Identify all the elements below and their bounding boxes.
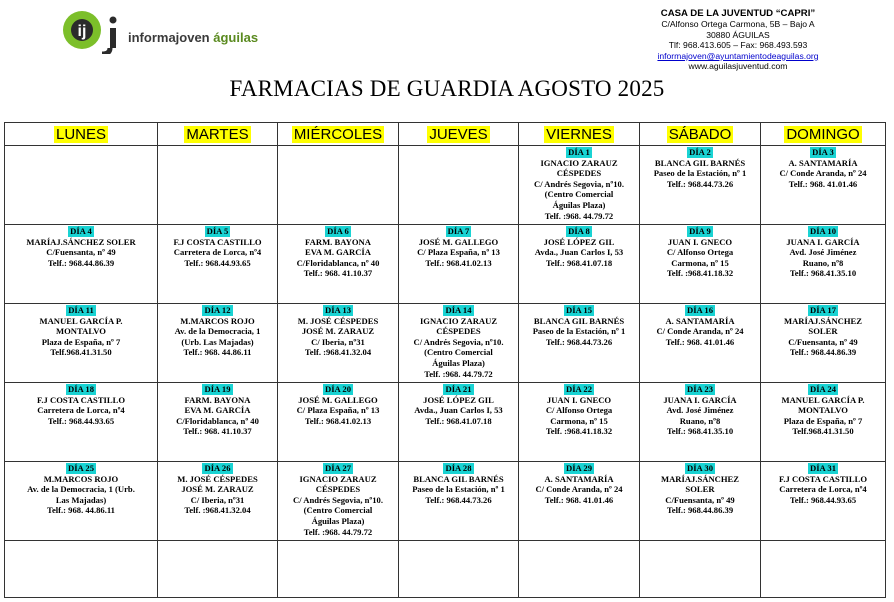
pharmacy-detail: C/ Andrés Segovia, nº10. [534,178,624,189]
pharmacy-detail: Avd. José Jiménez [666,405,734,416]
pharmacy-detail: Telf.: 968.44.73.26 [545,336,613,347]
pharmacy-detail: MONTALVO [56,326,106,337]
pharmacy-detail: C/ Plaza España, nº 13 [296,405,380,416]
logo-ij-mark-icon [62,8,126,54]
pharmacy-name: BLANCA GIL BARNÉS [533,315,625,326]
day-cell [158,383,278,462]
day-number: DÍA 18 [67,384,95,394]
pharmacy-detail: Telf.: 968. 41.01.46 [788,178,858,189]
day-cell [399,383,519,462]
weekday-header [158,123,278,146]
pharmacy-detail: SOLER [808,326,838,337]
weekday-header [640,123,761,146]
weekday-label: JUEVES [429,125,488,143]
weekday-header [5,123,158,146]
pharmacy-detail: C/ Plaza España, nº 13 [417,247,500,258]
pharmacy-name: A. SANTAMARÍA [665,315,735,326]
pharmacy-detail: C/ Alfonso Ortega [545,405,613,416]
pharmacy-detail: Telf.: 968.41.02.13 [304,415,372,426]
day-cell [5,462,158,541]
pharmacy-name: JUAN I. GNECO [667,236,733,247]
pharmacy-detail: C/ Iberia, nº31 [311,336,365,347]
day-cell [5,304,158,383]
pharmacy-detail: Telf. :968.41.32.04 [184,505,251,516]
empty-day-cell [158,541,278,598]
day-cell [519,225,640,304]
pharmacy-detail: Telf.: 968.44.73.26 [425,494,492,505]
pharmacy-detail: Telf.: 968.41.02.13 [425,257,492,268]
pharmacy-name: BLANCA GIL BARNÉS [413,473,504,484]
day-number: DÍA 21 [445,384,472,394]
day-number: DÍA 5 [206,226,229,236]
day-cell [278,225,399,304]
pharmacy-name: M.MARCOS ROJO [180,315,255,326]
pharmacy-name: A. SANTAMARÍA [788,157,858,168]
day-cell [278,462,399,541]
day-number: DÍA 7 [447,226,470,236]
pharmacy-detail: Av. de la Democracia, 1 (Urb. [27,484,135,495]
day-cell [519,146,640,225]
logo-brand: informajoven [128,30,210,45]
pharmacy-detail: MONTALVO [798,405,848,416]
pharmacy-detail: Telf. :968.41.18.32 [666,268,734,279]
pharmacy-detail: Águilas Plaza) [311,515,365,526]
contact-email-link[interactable]: informajoven@ayuntamientodeaguilas.org [657,50,819,61]
day-cell [640,304,761,383]
week-row [5,225,886,304]
pharmacy-detail: Telf.: 968. 41.10.37 [183,426,252,437]
day-cell [761,225,886,304]
pharmacy-name: JOSÉ M. GALLEGO [418,236,499,247]
pharmacy-detail: (Centro Comercial [303,505,373,516]
pharmacy-detail: C/Fuensanta, nº 49 [665,494,735,505]
day-number: DÍA 13 [324,305,352,315]
day-cell [278,304,399,383]
pharmacy-detail: Carmona, nº 15 [671,257,729,268]
day-cell [158,304,278,383]
pharmacy-detail: Telf.: 968.44.73.26 [666,178,734,189]
pharmacy-name: M. JOSÉ CÉSPEDES [297,315,379,326]
day-cell [399,225,519,304]
pharmacy-detail: Avd. José Jiménez [789,247,857,258]
day-cell [5,225,158,304]
pharmacy-detail: Las Majadas) [55,494,107,505]
logo-accent: águilas [213,30,259,45]
pharmacy-detail: Telf.: 968.44.86.39 [47,257,115,268]
day-number: DÍA 15 [565,305,593,315]
empty-day-cell [640,541,761,598]
pharmacy-detail: C/ Alfonso Ortega [666,247,734,258]
day-number: DÍA 19 [204,384,231,394]
day-cell [158,225,278,304]
day-number: DÍA 25 [67,463,95,473]
pharmacy-detail: Telf.: 968.44.86.39 [666,505,734,516]
day-number: DÍA 8 [568,226,590,236]
pharmacy-name: IGNACIO ZARAUZ [299,473,377,484]
pharmacy-detail: C/ Conde Aranda, nº 24 [656,326,744,337]
day-cell [640,383,761,462]
day-number: DÍA 23 [686,384,714,394]
pharmacy-detail: C/Fuensanta, nº 49 [46,247,116,258]
day-number: DÍA 28 [445,463,472,473]
contact-phone-fax: Tlf: 968.413.605 – Fax: 968.493.593 [668,40,808,51]
pharmacy-detail: C/Fuensanta, nº 49 [788,336,858,347]
day-number: DÍA 31 [809,463,837,473]
pharmacy-name: M.MARCOS ROJO [43,473,119,484]
pharmacy-detail: CÉSPEDES [436,326,481,337]
pharmacy-name: MARÍAJ.SÁNCHEZ [660,473,740,484]
pharmacy-name: JOSÉ M. GALLEGO [298,394,378,405]
empty-day-cell [5,541,158,598]
pharmacy-detail: Telf.: 968.41.35.10 [666,426,734,437]
pharmacy-name: JUANA I. GARCÍA [663,394,737,405]
weekday-label: DOMINGO [786,125,860,143]
pharmacy-detail: EVA M. GARCÍA [184,405,251,416]
contact-address: C/Alfonso Ortega Carmona, 5B – Bajo A [661,19,815,29]
pharmacy-detail: (Centro Comercial [424,347,493,358]
empty-day-cell [278,541,399,598]
pharmacy-detail: Carretera de Lorca, nº4 [37,405,125,416]
day-number: DÍA 9 [689,226,711,236]
pharmacy-detail: Telf. :968. 44.79.72 [544,210,614,221]
weekday-label: VIERNES [546,125,612,143]
pharmacy-detail: (Centro Comercial [544,189,614,200]
week-row [5,541,886,598]
pharmacy-detail: JOSÉ M. ZARAUZ [181,484,254,495]
pharmacy-detail: Telf.: 968.44.86.39 [789,347,857,358]
day-cell [399,304,519,383]
pharmacy-detail: Telf. :968. 44.79.72 [424,368,493,379]
pharmacy-calendar [4,122,886,598]
pharmacy-name: F.J COSTA CASTILLO [36,394,126,405]
pharmacy-name: JUAN I. GNECO [546,394,612,405]
empty-day-cell [399,146,519,225]
day-number: DÍA 1 [568,147,590,157]
day-number: DÍA 2 [689,147,711,157]
pharmacy-name: MARÍAJ.SÁNCHEZ [783,315,863,326]
pharmacy-name: BLANCA GIL BARNÉS [654,157,746,168]
pharmacy-detail: Telf.: 968.44.93.65 [789,494,857,505]
pharmacy-name: JOSÉ LÓPEZ GIL [423,394,494,405]
pharmacy-name: FARM. BAYONA [305,236,371,247]
informajoven-logo [62,8,262,54]
pharmacy-detail: Águilas Plaza) [552,199,606,210]
week-row [5,383,886,462]
day-cell [158,462,278,541]
contact-org: CASA DE LA JUVENTUD “CAPRI” [660,8,816,19]
pharmacy-name: IGNACIO ZARAUZ [540,157,618,168]
day-number: DÍA 20 [324,384,352,394]
pharmacy-name: F.J COSTA CASTILLO [778,473,868,484]
day-number: DÍA 24 [809,384,837,394]
pharmacy-detail: Avda., Juan Carlos I, 53 [534,247,624,258]
pharmacy-detail: Paseo de la Estación, nº 1 [653,168,747,179]
pharmacy-detail: EVA M. GARCÍA [305,247,371,258]
day-cell [5,383,158,462]
pharmacy-detail: C/Floridablanca, nº 40 [176,415,259,426]
pharmacy-detail: Plaza de España, nº 7 [41,336,121,347]
pharmacy-detail: Av. de la Democracia, 1 [174,326,261,337]
pharmacy-detail: Telf.: 968.41.07.18 [545,257,613,268]
day-cell [761,304,886,383]
contact-city: 30880 ÁGUILAS [706,29,770,40]
day-number: DÍA 17 [809,305,837,315]
contact-block [620,8,856,72]
pharmacy-name: M. JOSÉ CÉSPEDES [177,473,258,484]
pharmacy-detail: Ruano, nº8 [802,257,844,268]
weekday-header [761,123,886,146]
day-number: DÍA 12 [204,305,231,315]
contact-web: www.aguilasjuventud.com [688,61,788,72]
pharmacy-detail: Águilas Plaza) [432,357,485,368]
pharmacy-detail: Telf.: 968. 41.01.46 [544,494,614,505]
week-row [5,304,886,383]
pharmacy-detail: Telf. :968.41.18.32 [545,426,613,437]
day-number: DÍA 22 [565,384,593,394]
pharmacy-detail: Telf. :968.41.32.04 [304,347,372,358]
day-cell [278,383,399,462]
weekday-label: LUNES [55,125,107,143]
pharmacy-detail: CÉSPEDES [556,168,602,179]
week-row [5,146,886,225]
pharmacy-detail: (Urb. Las Majadas) [181,336,254,347]
pharmacy-detail: CÉSPEDES [315,484,361,495]
weekday-header [278,123,399,146]
day-number: DÍA 30 [686,463,714,473]
day-number: DÍA 4 [70,226,92,236]
day-number: DÍA 3 [812,147,834,157]
pharmacy-detail: Ruano, nº8 [679,415,721,426]
weekday-header [519,123,640,146]
pharmacy-detail: Telf. :968. 44.79.72 [303,526,373,537]
day-cell [399,462,519,541]
pharmacy-detail: Carretera de Lorca, nº4 [173,247,262,258]
pharmacy-name: F.J COSTA CASTILLO [173,236,262,247]
day-number: DÍA 11 [68,305,94,315]
logo-letter-i: ij [77,23,87,40]
pharmacy-detail: C/ Andrés Segovia, nº10. [413,336,504,347]
empty-day-cell [399,541,519,598]
pharmacy-detail: Carmona, nº 15 [550,415,608,426]
empty-day-cell [5,146,158,225]
day-cell [761,462,886,541]
pharmacy-name: IGNACIO ZARAUZ [419,315,498,326]
pharmacy-detail: Telf.968.41.31.50 [50,347,112,358]
pharmacy-detail: JOSÉ M. ZARAUZ [301,326,375,337]
empty-day-cell [519,541,640,598]
pharmacy-detail: Telf.968.41.31.50 [792,426,854,437]
pharmacy-detail: Paseo de la Estación, nº 1 [532,326,626,337]
pharmacy-detail: Telf.: 968.41.07.18 [425,415,492,426]
day-cell [640,462,761,541]
empty-day-cell [761,541,886,598]
day-number: DÍA 14 [445,305,472,315]
pharmacy-detail: Plaza de España, nº 7 [783,415,863,426]
pharmacy-name: FARM. BAYONA [184,394,251,405]
pharmacy-detail: C/ Iberia, nº31 [190,494,245,505]
day-cell [640,225,761,304]
day-cell [519,304,640,383]
day-number: DÍA 27 [324,463,352,473]
pharmacy-detail: SOLER [685,484,715,495]
day-cell [640,146,761,225]
weekday-header-row [5,123,886,146]
day-cell [519,462,640,541]
pharmacy-detail: C/ Conde Aranda, nº 24 [535,484,623,495]
pharmacy-detail: C/Floridablanca, nº 40 [296,257,380,268]
week-row [5,462,886,541]
empty-day-cell [278,146,399,225]
page-title: FARMACIAS DE GUARDIA AGOSTO 2025 [229,76,665,101]
weekday-header [399,123,519,146]
day-number: DÍA 26 [204,463,231,473]
pharmacy-detail: Telf.: 968. 41.01.46 [665,336,735,347]
weekday-label: MIÉRCOLES [293,125,383,143]
day-cell [761,146,886,225]
day-number: DÍA 16 [686,305,714,315]
pharmacy-name: MANUEL GARCÍA P. [781,394,865,405]
weekday-label: SÁBADO [668,125,732,143]
pharmacy-detail: Telf.: 968.44.93.65 [47,415,115,426]
pharmacy-detail: Carretera de Lorca, nº4 [779,484,867,495]
day-number: DÍA 10 [809,226,837,236]
pharmacy-detail: C/ Andrés Segovia, nº10. [293,494,383,505]
pharmacy-detail: Paseo de la Estación, nº 1 [412,484,505,495]
weekday-label: MARTES [186,125,249,143]
day-number: DÍA 29 [565,463,593,473]
pharmacy-name: JUANA I. GARCÍA [786,236,860,247]
pharmacy-detail: C/ Conde Aranda, nº 24 [779,168,867,179]
pharmacy-detail: Telf.: 968. 44.86.11 [183,347,252,358]
pharmacy-detail: Telf.: 968. 41.10.37 [303,268,373,279]
empty-day-cell [158,146,278,225]
day-cell [761,383,886,462]
day-number: DÍA 6 [327,226,349,236]
day-cell [519,383,640,462]
pharmacy-name: JOSÉ LÓPEZ GIL [543,236,615,247]
pharmacy-detail: Telf.: 968. 44.86.11 [47,505,115,516]
logo-wordmark [128,30,258,45]
pharmacy-name: MANUEL GARCÍA P. [39,315,123,326]
pharmacy-name: A. SANTAMARÍA [544,473,614,484]
pharmacy-name: MARÍAJ.SÁNCHEZ SOLER [26,236,136,247]
pharmacy-detail: Avda., Juan Carlos I, 53 [414,405,503,416]
pharmacy-detail: Telf.: 968.44.93.65 [184,257,251,268]
pharmacy-detail: Telf.: 968.41.35.10 [789,268,857,279]
